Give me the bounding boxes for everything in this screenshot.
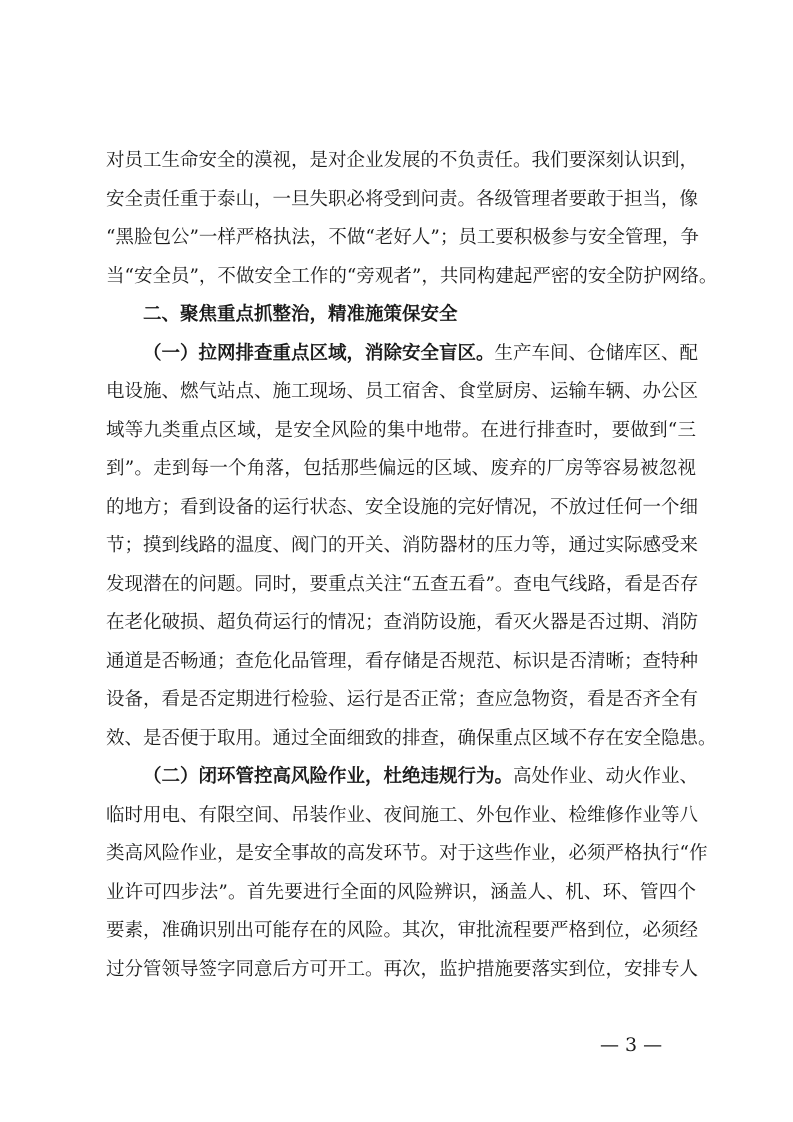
paragraph-line: 对员工生命安全的漠视，是对企业发展的不负责任。我们要深刻认识到， [106,150,699,171]
paragraph-line: 类高风险作业，是安全事故的高发环节。对于这些作业，必须严格执行“作 [106,843,708,864]
paragraph-3 [106,758,708,989]
paragraph-line: 过分管领导签字同意后方可开工。再次，监护措施要落实到位，安排专人 [106,958,699,980]
paragraph-line: 安全责任重于泰山，一旦失职必将受到问责。各级管理者要敢于担当，像 [106,188,699,210]
paragraph-text: 高处作业、动火作业、 [513,766,699,787]
paragraph-line: 节；摸到线路的温度、阀门的开关、消防器材的压力等，通过实际感受来 [106,535,699,556]
paragraph-1 [106,142,718,296]
paragraph-line: 当“安全员”，不做安全工作的“旁观者”，共同构建起严密的安全防护网络。 [106,265,718,287]
paragraph-line: 的地方；看到设备的运行状态、安全设施的完好情况，不放过任何一个细 [106,496,699,518]
paragraph-line: 业许可四步法”。首先要进行全面的风险辨识，涵盖人、机、环、管四个 [106,881,696,903]
paragraph-line [106,758,699,797]
subheading-lead: （二）闭环管控高风险作业，杜绝违规行为。 [143,766,514,787]
paragraph-text: 生产车间、仓储库区、配 [494,342,699,364]
paragraph-line: 发现潜在的问题。同时，要重点关注“五查五看”。查电气线路，看是否存 [106,573,699,595]
paragraph-line: 电设施、燃气站点、施工现场、员工宿舍、食堂厨房、运输车辆、办公区 [106,381,699,402]
paragraph-line: 域等九类重点区域，是安全风险的集中地带。在进行排查时，要做到“三 [106,419,696,441]
page-number: — 3 — [600,1034,663,1056]
paragraph-line: 在老化破损、超负荷运行的情况；查消防设施，看灭火器是否过期、消防 [106,612,699,633]
section-heading: 二、聚焦重点抓整治，精准施策保安全 [143,304,458,325]
body-text [106,142,718,989]
paragraph-line: 通道是否畅通；查危化品管理，看存储是否规范、标识是否清晰；查特种 [106,650,699,672]
paragraph-line: 临时用电、有限空间、吊装作业、夜间施工、外包作业、检维修作业等八 [106,804,699,826]
subheading-lead: （一）拉网排查重点区域，消除安全盲区。 [143,342,495,364]
paragraph-line: 到”。走到每一个角落，包括那些偏远的区域、废弃的厂房等容易被忽视 [106,458,696,479]
paragraph-2 [106,335,717,759]
paragraph-line [106,335,699,374]
paragraph-line: 要素，准确识别出可能存在的风险。其次，审批流程要严格到位，必须经 [106,920,699,941]
paragraph-line: 效、是否便于取用。通过全面细致的排查，确保重点区域不存在安全隐患。 [106,727,717,749]
paragraph-line: 设备，看是否定期进行检验、运行是否正常；查应急物资，看是否齐全有 [106,689,699,710]
paragraph-line: “黑脸包公”一样严格执法，不做“老好人”；员工要积极参与安全管理，争 [106,227,699,248]
